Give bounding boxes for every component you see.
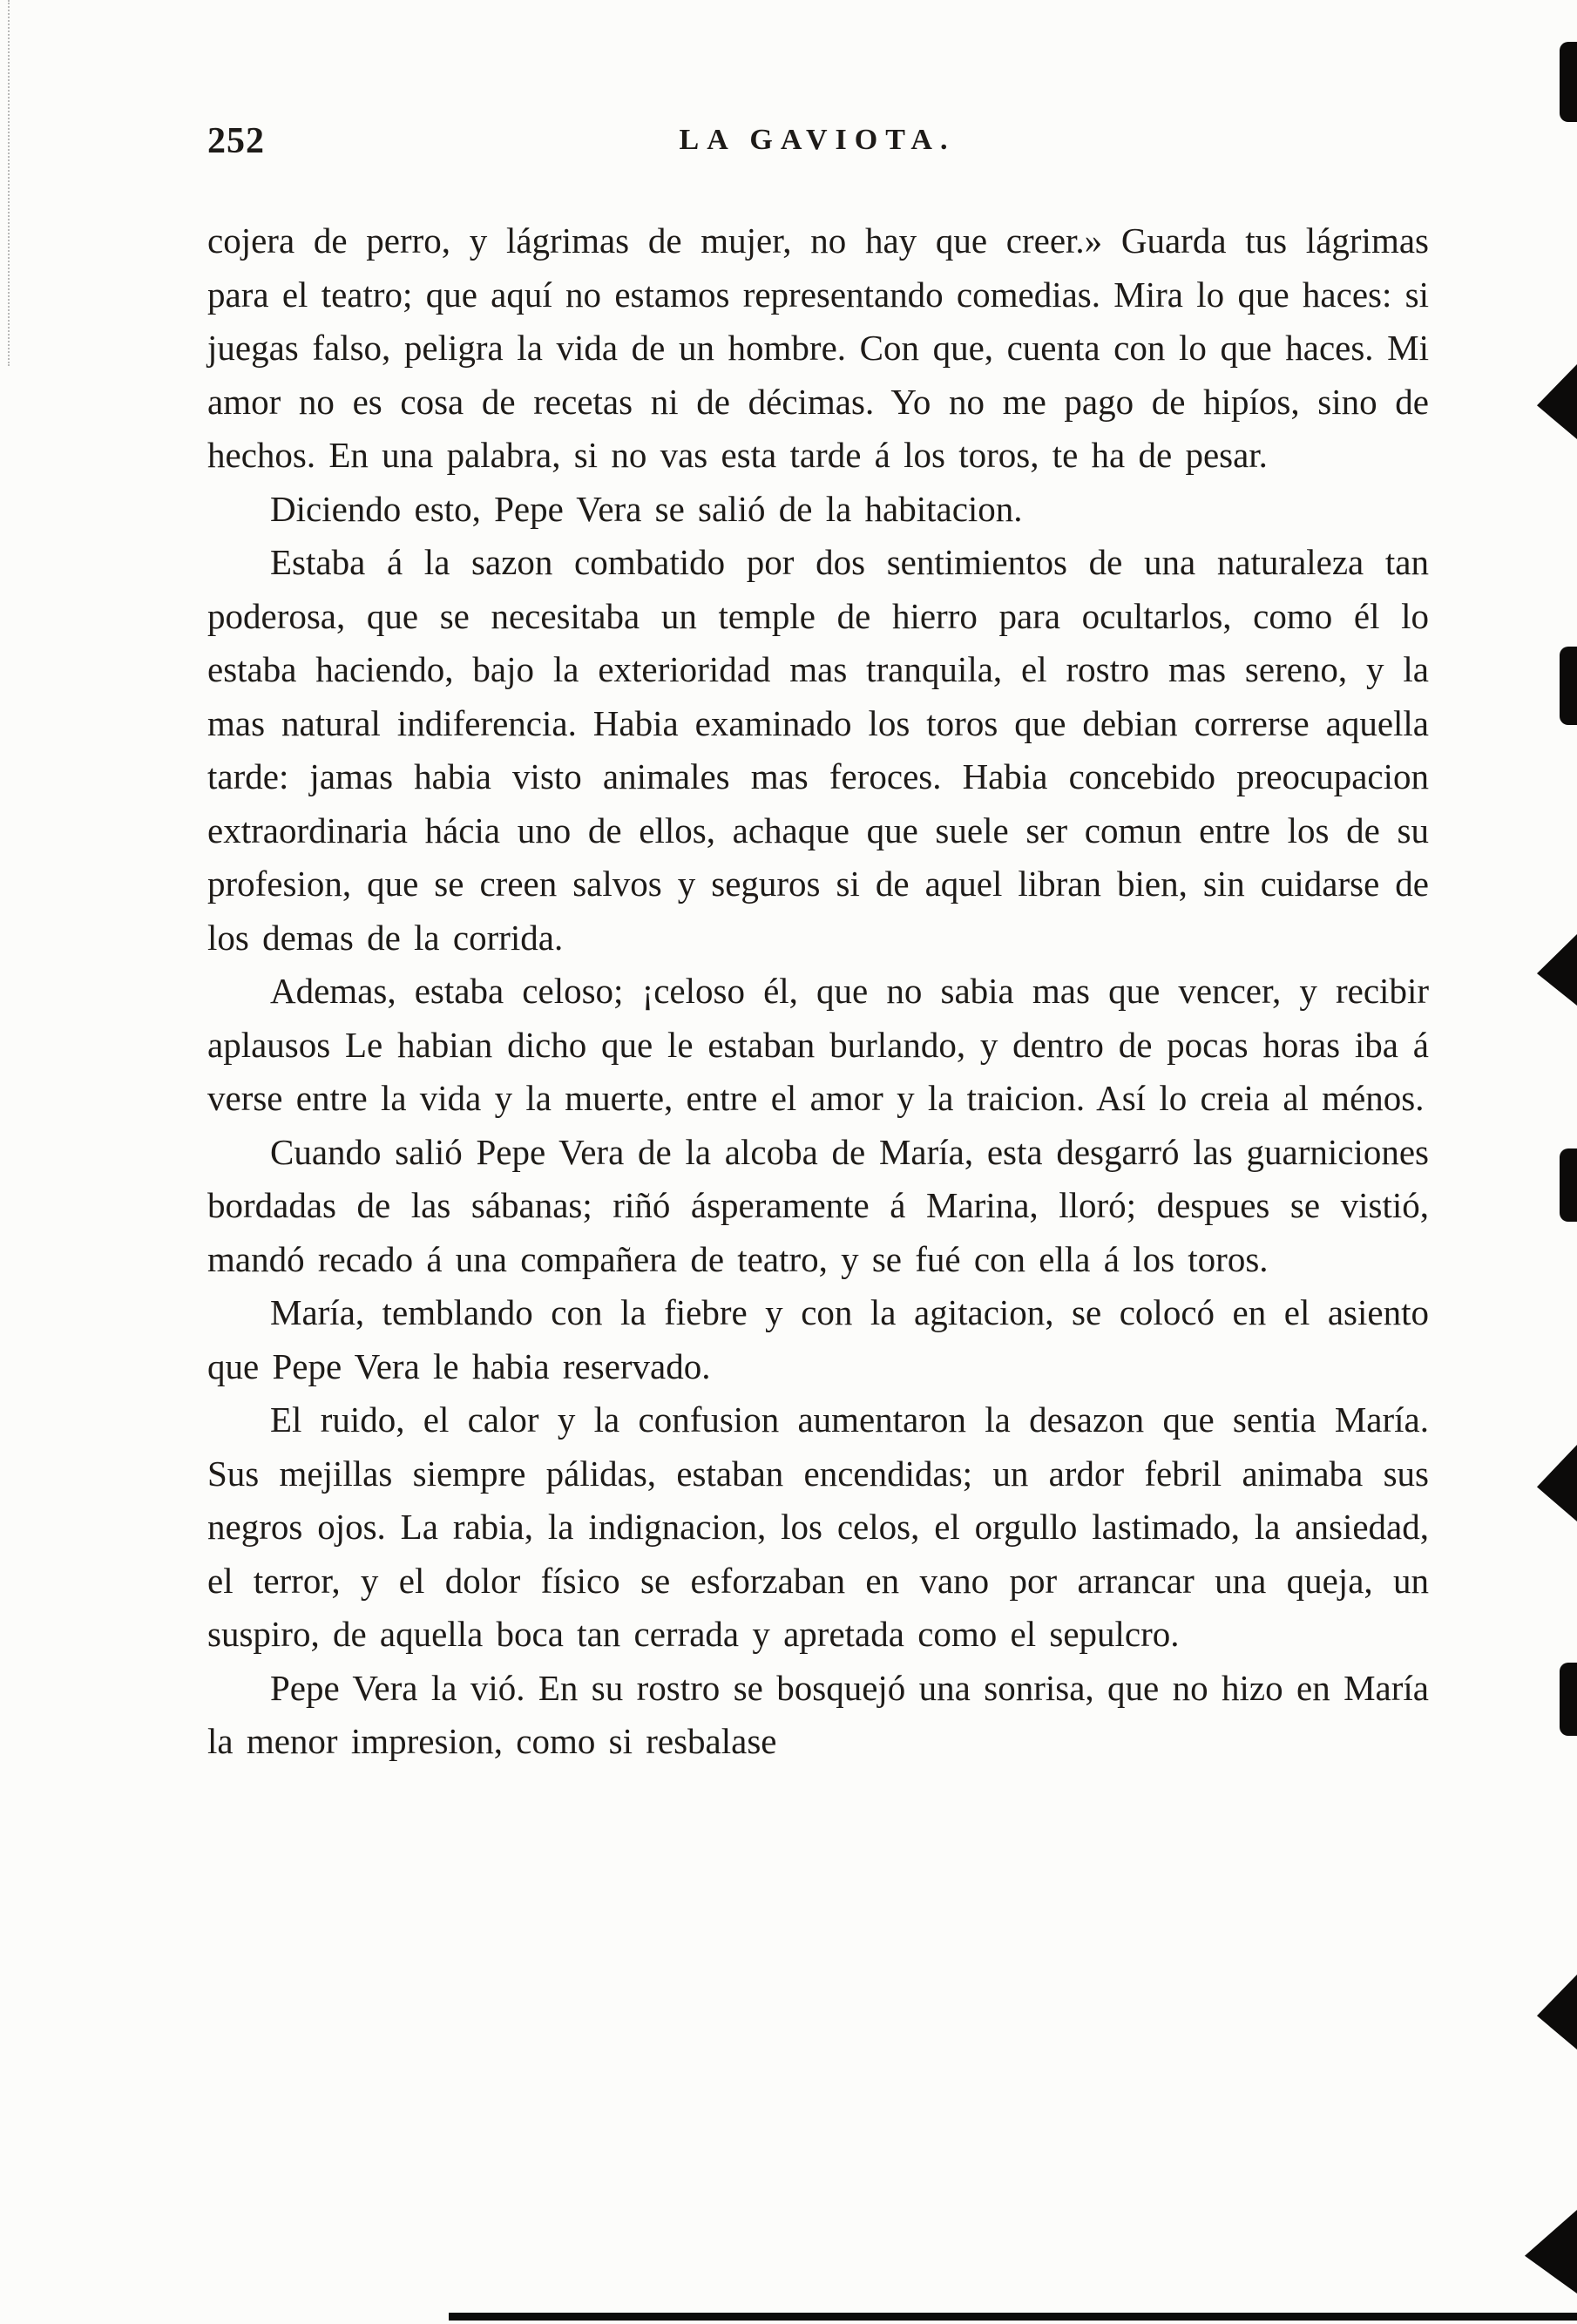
paragraph: cojera de perro, y lágrimas de mujer, no hay que creer.» Guarda tus lágrimas para el teatro; que aquí no estamos representando comedias. Mira lo que haces: si juegas falso, peligra la vida de un hombre. Con que, cuenta con lo que haces. Mi amor no es cosa de recetas ni de décimas. Yo no me pago de hipíos, sino de hechos. En una palabra, si no vas esta tarde á los toros, te ha de pesar. <box>207 220 1429 475</box>
page-text <box>207 214 1429 1769</box>
paragraph: Estaba á la sazon combatido por dos sentimientos de una naturaleza tan poderosa, que se necesitaba un temple de hierro para ocultarlos, como él lo estaba haciendo, bajo la exterioridad mas tranquila, el rostro mas sereno, y la mas natural indiferencia. Habia examinado los toros que debian correrse aquella tarde: jamas habia visto animales mas feroces. Habia concebido preocupacion extraordinaria hácia uno de ellos, achaque que suele ser comun entre los de su profesion, que se creen salvos y seguros si de aquel libran bien, sin cuidarse de los demas de la corrida. <box>207 542 1429 958</box>
page-header <box>207 120 1427 173</box>
paragraph: Diciendo esto, Pepe Vera se salió de la habitacion. <box>270 488 1023 529</box>
scan-artifact <box>1560 42 1577 122</box>
paragraph: Cuando salió Pepe Vera de la alcoba de María, esta desgarró las guarniciones bordadas de las sábanas; riñó ásperamente á Marina, lloró; despues se vistió, mandó recado á una compañera de teatro, y se fué con ella á los toros. <box>207 1131 1429 1279</box>
paragraph: María, temblando con la fiebre y con la agitacion, se colocó en el asiento que Pepe Vera le habia reservado. <box>207 1292 1429 1386</box>
paragraph: Ademas, estaba celoso; ¡celoso él, que no sabia mas que vencer, y recibir aplausos Le habian dicho que le estaban burlando, y dentro de pocas horas iba á verse entre la vida y la muerte, entre el amor y la traicion. Así lo creia al ménos. <box>207 971 1429 1118</box>
scan-edge-line <box>8 0 10 366</box>
scan-artifact <box>1560 1148 1577 1222</box>
scan-artifact <box>1537 1975 1577 2050</box>
scan-artifact <box>449 2313 1577 2321</box>
scan-artifact <box>1537 934 1577 1006</box>
paragraph: Pepe Vera la vió. En su rostro se bosquejó una sonrisa, que no hizo en María la menor impresion, como si resbalase <box>207 1667 1429 1761</box>
running-title: LA GAVIOTA. <box>679 124 956 156</box>
scan-artifact <box>1560 1663 1577 1736</box>
scan-artifact <box>1537 1445 1577 1521</box>
page-number: 252 <box>207 121 265 161</box>
scan-artifact <box>1560 647 1577 725</box>
scan-artifact <box>1537 364 1577 439</box>
scan-artifact <box>1525 2210 1577 2294</box>
paragraph: El ruido, el calor y la confusion aumentaron la desazon que sentia María. Sus mejillas siempre pálidas, estaban encendidas; un ardor febril animaba sus negros ojos. La rabia, la indignacion, los celos, el orgullo lastimado, la ansiedad, el terror, y el dolor físico se esforzaban en vano por arrancar una queja, un suspiro, de aquella boca tan cerrada y apretada como el sepulcro. <box>207 1399 1429 1654</box>
